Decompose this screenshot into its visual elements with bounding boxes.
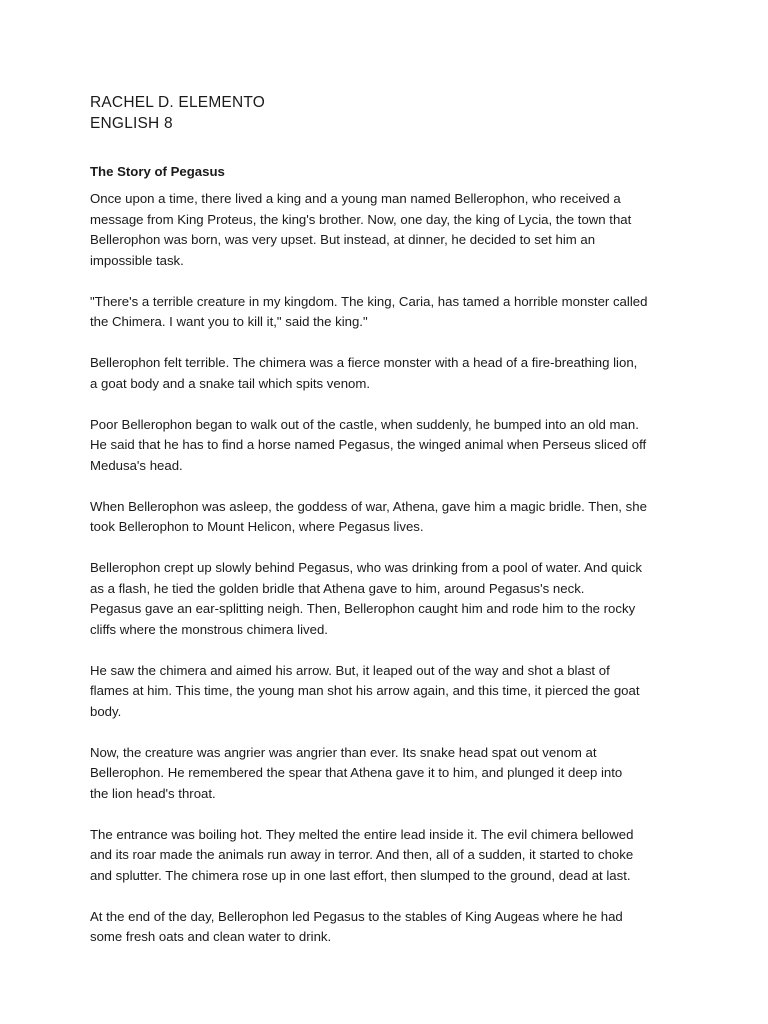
paragraph-line: the Chimera. I want you to kill it," said the king.": [90, 314, 368, 329]
story-paragraph: [90, 558, 690, 640]
paragraph-line: Bellerophon felt terrible. The chimera was a fierce monster with a head of a fire-breathing lion,: [90, 355, 638, 370]
story-paragraph: [90, 743, 690, 805]
paragraph-line: body.: [90, 703, 122, 719]
paragraph-line: At the end of the day, Bellerophon led Pegasus to the stables of King Augeas where he had: [90, 908, 623, 924]
paragraph-line: Bellerophon crept up slowly behind Pegasus, who was drinking from a pool of water. And quick: [90, 560, 642, 575]
paragraph-line: message from King Proteus, the king's brother. Now, one day, the king of Lycia, the town that: [90, 211, 632, 227]
story-paragraph: [90, 415, 690, 477]
story-title: The Story of Pegasus: [90, 164, 225, 179]
paragraph-line: He saw the chimera and aimed his arrow. But, it leaped out of the way and shot a blast of: [90, 662, 610, 678]
paragraph-line: as a flash, he tied the golden bridle that Athena gave to him, around Pegasus's neck.: [90, 580, 585, 596]
paragraph-line: "There's a terrible creature in my kingdom. The king, Caria, has tamed a horrible monster called: [90, 293, 648, 309]
paragraph-line: the lion head's throat.: [90, 785, 216, 801]
paragraph-line: Poor Bellerophon began to walk out of the castle, when suddenly, he bumped into an old man.: [90, 416, 639, 432]
paragraph-line: and splutter. The chimera rose up in one last effort, then slumped to the ground, dead at last.: [90, 867, 631, 883]
story-paragraph: [90, 292, 690, 333]
paragraph-line: a goat body and a snake tail which spits venom.: [90, 375, 371, 391]
paragraph-line: Bellerophon was born, was very upset. But instead, at dinner, he decided to set him an: [90, 232, 596, 247]
story-paragraph: [90, 661, 690, 723]
document-header: [90, 92, 690, 134]
document-content: [90, 92, 690, 968]
paragraph-line: He said that he has to find a horse named Pegasus, the winged animal when Perseus sliced off: [90, 437, 647, 452]
story-body: [90, 189, 690, 948]
story-paragraph: [90, 497, 690, 538]
story-paragraph: [90, 189, 690, 271]
paragraph-line: took Bellerophon to Mount Helicon, where Pegasus lives.: [90, 519, 424, 534]
paragraph-line: Pegasus gave an ear-splitting neigh. Then, Bellerophon caught him and rode him to the rocky: [90, 601, 636, 616]
story-paragraph: [90, 907, 690, 948]
paragraph-line: impossible task.: [90, 252, 184, 268]
paragraph-line: cliffs where the monstrous chimera lived.: [90, 621, 328, 637]
paragraph-line: flames at him. This time, the young man shot his arrow again, and this time, it pierced the goat: [90, 683, 640, 698]
paragraph-line: some fresh oats and clean water to drink.: [90, 929, 332, 944]
story-paragraph: [90, 825, 690, 887]
paragraph-line: Medusa's head.: [90, 457, 183, 473]
paragraph-line: Once upon a time, there lived a king and a young man named Bellerophon, who received a: [90, 191, 621, 206]
paragraph-line: Bellerophon. He remembered the spear that Athena gave it to him, and plunged it deep into: [90, 765, 623, 780]
paragraph-line: When Bellerophon was asleep, the goddess of war, Athena, gave him a magic bridle. Then, she: [90, 498, 647, 514]
paragraph-line: The entrance was boiling hot. They melted the entire lead inside it. The evil chimera bellowed: [90, 826, 634, 842]
class-name: ENGLISH 8: [90, 115, 173, 132]
paragraph-line: Now, the creature was angrier was angrier than ever. Its snake head spat out venom at: [90, 744, 597, 760]
author-name: RACHEL D. ELEMENTO: [90, 94, 266, 111]
story-paragraph: [90, 353, 690, 394]
paragraph-line: and its roar made the animals run away in terror. And then, all of a sudden, it started to choke: [90, 847, 634, 862]
